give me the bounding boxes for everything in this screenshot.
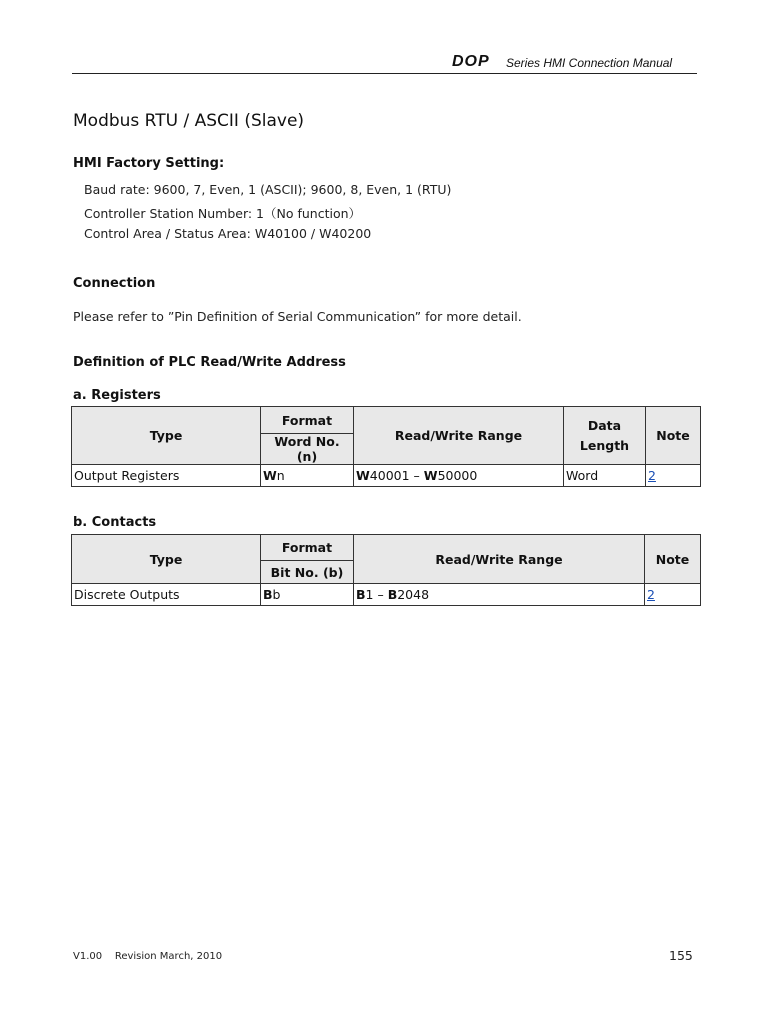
col-bit-no: Bit No. (b)	[261, 561, 354, 584]
cell-range: B1 – B2048	[354, 584, 645, 606]
col-range: Read/Write Range	[354, 535, 645, 584]
footer-version: V1.00 Revision March, 2010	[73, 951, 223, 962]
col-data-length: Data Length	[564, 407, 646, 465]
note-link[interactable]: 2	[647, 587, 655, 602]
cell-data-length: Word	[564, 465, 646, 487]
note-link[interactable]: 2	[648, 468, 656, 483]
factory-line-area: Control Area / Status Area: W40100 / W40200	[84, 226, 372, 241]
factory-heading: HMI Factory Setting:	[73, 156, 225, 171]
col-word-no: Word No. (n)	[261, 434, 354, 465]
page-number: 155	[669, 948, 693, 963]
registers-table	[71, 406, 701, 487]
definition-heading: Definition of PLC Read/Write Address	[73, 355, 346, 370]
col-type: Type	[72, 407, 261, 465]
col-format: Format	[261, 535, 354, 561]
cell-note	[646, 465, 701, 487]
connection-heading: Connection	[73, 276, 156, 291]
cell-format: Bb	[261, 584, 354, 606]
table-row	[72, 465, 701, 487]
contacts-table	[71, 534, 701, 606]
cell-range: W40001 – W50000	[354, 465, 564, 487]
dop-logo: DOP	[452, 53, 490, 70]
col-note: Note	[645, 535, 701, 584]
cell-note	[645, 584, 701, 606]
factory-line-station: Controller Station Number: 1（No function）	[84, 206, 362, 221]
cell-type: Discrete Outputs	[72, 584, 261, 606]
contacts-heading: b. Contacts	[73, 515, 157, 530]
factory-line-baud: Baud rate: 9600, 7, Even, 1 (ASCII); 9600, 8, Even, 1 (RTU)	[84, 182, 452, 197]
col-type: Type	[72, 535, 261, 584]
page-header	[72, 53, 697, 74]
cell-type: Output Registers	[72, 465, 261, 487]
registers-heading: a. Registers	[73, 388, 161, 403]
col-range: Read/Write Range	[354, 407, 564, 465]
page-title: Modbus RTU / ASCII (Slave)	[73, 111, 305, 131]
header-title: Series HMI Connection Manual	[506, 56, 673, 70]
col-note: Note	[646, 407, 701, 465]
connection-text: Please refer to ”Pin Definition of Serial Communication” for more detail.	[73, 309, 522, 324]
cell-format: Wn	[261, 465, 354, 487]
col-format: Format	[261, 407, 354, 434]
table-row	[72, 584, 701, 606]
